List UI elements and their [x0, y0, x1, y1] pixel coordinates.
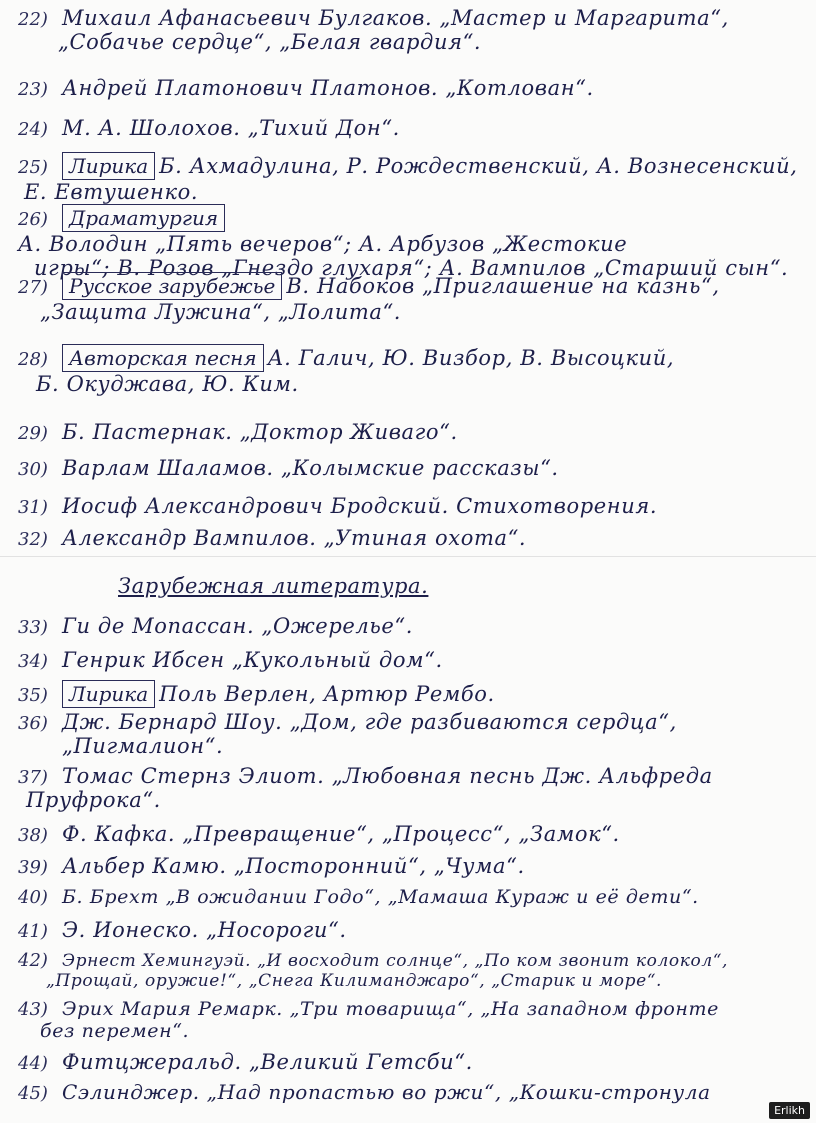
item-number: 25) — [18, 157, 48, 178]
list-item — [18, 854, 806, 878]
item-number: 40) — [18, 887, 48, 908]
list-item — [18, 764, 806, 812]
item-text: Дж. Бернард Шоу. „Дом, где разбиваются сердца“, — [62, 710, 677, 734]
item-text: Ги де Мопассан. „Ожерелье“. — [62, 614, 414, 638]
item-text: М. А. Шолохов. „Тихий Дон“. — [62, 116, 400, 140]
item-number: 23) — [18, 79, 48, 100]
item-continuation: „Пигмалион“. — [62, 734, 224, 758]
item-text: Варлам Шаламов. „Колымские рассказы“. — [62, 456, 559, 480]
list-item — [18, 950, 806, 991]
item-continuation: Б. Окуджава, Ю. Ким. — [36, 372, 299, 396]
item-continuation: без перемен“. — [40, 1020, 190, 1042]
item-number: 43) — [18, 999, 48, 1020]
item-number: 32) — [18, 529, 48, 550]
item-text: Поль Верлен, Артюр Рембо. — [159, 682, 495, 706]
list-item — [18, 998, 806, 1042]
list-item — [18, 526, 806, 550]
genre-box: Драматургия — [62, 204, 225, 232]
list-item — [18, 648, 806, 672]
list-item — [18, 822, 806, 846]
list-item — [18, 614, 806, 638]
list-item — [18, 344, 806, 396]
item-number: 44) — [18, 1053, 48, 1074]
item-continuation: Е. Евтушенко. — [24, 180, 199, 204]
item-continuation: „Прощай, оружие!“, „Снега Килиманджаро“, „Старик и море“. — [46, 971, 663, 991]
section-heading: Зарубежная литература. — [118, 574, 429, 598]
item-number: 33) — [18, 617, 48, 638]
watermark-badge: Erlikh — [769, 1102, 810, 1119]
item-text: Иосиф Александрович Бродский. Стихотворения. — [62, 494, 658, 518]
item-number: 22) — [18, 9, 48, 30]
item-number: 24) — [18, 119, 48, 140]
item-number: 31) — [18, 497, 48, 518]
item-text: Альбер Камю. „Посторонний“, „Чума“. — [62, 854, 525, 878]
item-text: А. Галич, Ю. Визбор, В. Высоцкий, — [267, 346, 675, 370]
item-text: Эрих Мария Ремарк. „Три товарища“, „На западном фронте — [62, 998, 719, 1020]
item-number: 34) — [18, 651, 48, 672]
item-number: 35) — [18, 685, 48, 706]
item-number: 27) — [18, 277, 48, 298]
item-text: Б. Пастернак. „Доктор Живаго“. — [62, 420, 458, 444]
item-number: 45) — [18, 1083, 48, 1104]
item-text: Эрнест Хемингуэй. „И восходит солнце“, „По ком звонит колокол“, — [62, 951, 729, 971]
item-text: Томас Стернз Элиот. „Любовная песнь Дж. Альфреда — [62, 764, 713, 788]
list-item — [18, 1050, 806, 1074]
genre-box: Лирика — [62, 152, 155, 180]
list-item — [18, 420, 806, 444]
genre-box: Авторская песня — [62, 344, 264, 372]
list-item — [18, 710, 806, 758]
item-number: 37) — [18, 767, 48, 788]
item-continuation: игры“; В. Розов „Гнездо глухаря“; А. Вампилов „Старший сын“. — [34, 256, 789, 280]
item-text: Михаил Афанасьевич Булгаков. „Мастер и Маргарита“, — [62, 6, 729, 30]
item-text: А. Володин „Пять вечеров“; А. Арбузов „Жестокие — [18, 232, 628, 256]
list-item — [18, 152, 806, 204]
item-number: 41) — [18, 921, 48, 942]
item-text: Фитцжеральд. „Великий Гетсби“. — [62, 1050, 473, 1074]
list-item — [18, 494, 806, 518]
item-number: 28) — [18, 349, 48, 370]
item-continuation: Пруфрока“. — [26, 788, 161, 812]
item-number: 38) — [18, 825, 48, 846]
page-break — [0, 556, 816, 557]
item-number: 42) — [18, 950, 48, 971]
item-continuation: „Защита Лужина“, „Лолита“. — [40, 300, 402, 324]
item-number: 30) — [18, 459, 48, 480]
list-item — [18, 116, 806, 140]
genre-box: Русское зарубежье — [62, 272, 282, 300]
list-item — [18, 1080, 806, 1104]
item-number: 29) — [18, 423, 48, 444]
item-text: Александр Вампилов. „Утиная охота“. — [62, 526, 527, 550]
list-item — [18, 456, 806, 480]
item-number: 26) — [18, 209, 48, 230]
item-text: Ф. Кафка. „Превращение“, „Процесс“, „Замок“. — [62, 822, 620, 846]
item-text: Сэлинджер. „Над пропастью во ржи“, „Кошки-стронула — [62, 1080, 711, 1104]
genre-box: Лирика — [62, 680, 155, 708]
item-text: В. Набоков „Приглашение на казнь“, — [286, 274, 720, 298]
item-continuation: „Собачье сердце“, „Белая гвардия“. — [58, 30, 482, 54]
list-item — [18, 204, 806, 280]
list-item — [18, 272, 806, 324]
item-text: Андрей Платонович Платонов. „Котлован“. — [62, 76, 594, 100]
list-item — [18, 680, 806, 708]
item-number: 39) — [18, 857, 48, 878]
item-text: Б. Ахмадулина, Р. Рождественский, А. Вознесенский, — [159, 154, 798, 178]
item-text: Б. Брехт „В ожидании Годо“, „Мамаша Кураж и её дети“. — [62, 886, 699, 908]
item-number: 36) — [18, 713, 48, 734]
item-text: Генрик Ибсен „Кукольный дом“. — [62, 648, 443, 672]
list-item — [18, 918, 806, 942]
item-text: Э. Ионеско. „Носороги“. — [62, 918, 347, 942]
list-item — [18, 6, 806, 54]
list-item — [18, 76, 806, 100]
list-item — [18, 886, 806, 908]
